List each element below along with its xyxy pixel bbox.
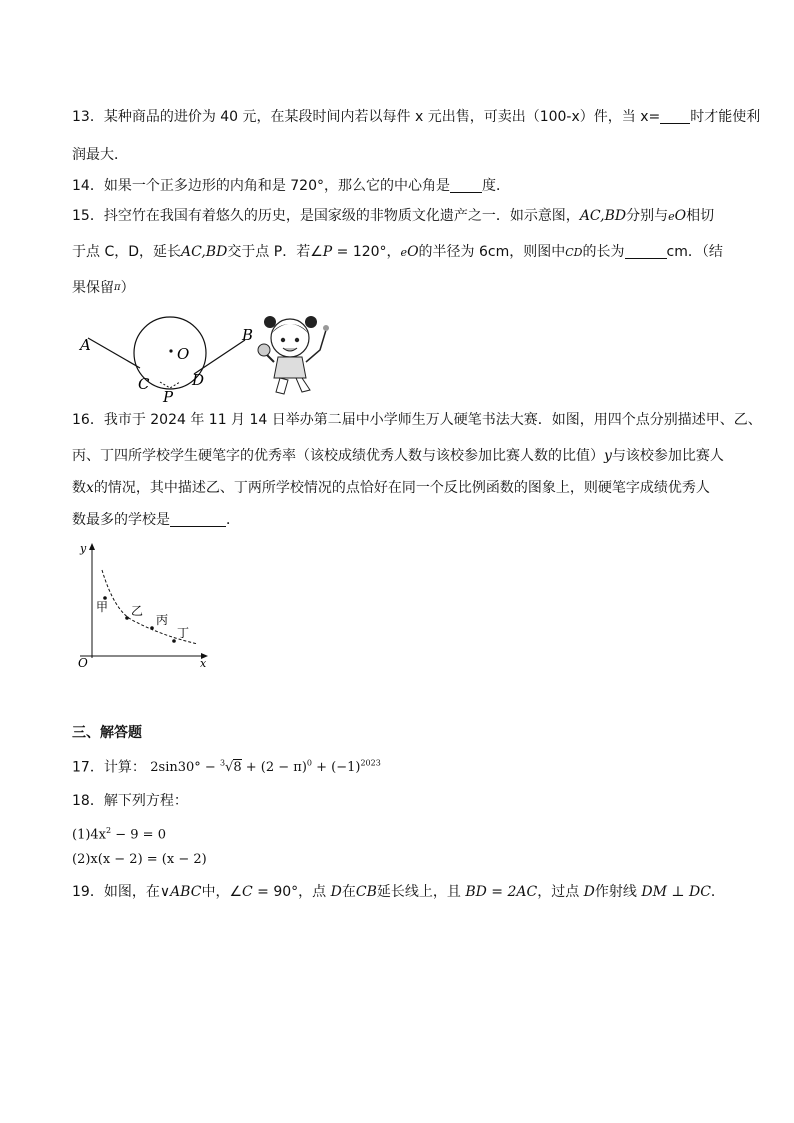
q15-var: AC,BD	[181, 244, 228, 260]
label-jia: 甲	[96, 600, 109, 614]
q15-text: cm．（结	[666, 244, 723, 260]
label-bing: 丙	[156, 613, 169, 627]
radical-sign: √	[225, 760, 234, 776]
q19-text: 延长线上，且	[376, 884, 466, 900]
q13-text-a: 13．某种商品的进价为 40 元，在某段时间内若以每件 x 元出售，可卖出（100-x）件，当 x=	[72, 109, 661, 125]
q17-prefix: 17．计算：	[72, 759, 146, 776]
point-bing	[150, 626, 154, 630]
q19-text: ，过点	[537, 884, 584, 900]
circle-symbol: e	[668, 210, 675, 223]
q13-line2: 润最大．	[72, 147, 128, 163]
label-yi: 乙	[131, 604, 144, 618]
q16-line3	[72, 479, 710, 497]
q15-diagram	[70, 310, 340, 405]
exponent: 2	[106, 826, 112, 835]
q16-var: x	[86, 480, 94, 496]
q18-eq1	[72, 822, 166, 844]
q19-var: C	[242, 884, 253, 900]
q13-answer-blank[interactable]	[660, 109, 690, 124]
q16-text: ．	[226, 512, 240, 528]
q16-answer-blank[interactable]	[170, 512, 226, 527]
q17-expression	[150, 760, 381, 775]
q16-text: 与该校参加比赛人	[611, 448, 724, 464]
tangent-line-ac	[88, 338, 140, 368]
q15-text: 的半径为 6cm，则图中	[418, 244, 566, 260]
q16-line4	[72, 511, 240, 529]
mascot-illustration	[258, 316, 329, 394]
q16-text: 丙、丁四所学校学生硬笔字的优秀率（该校成绩优秀人数与该校参加比赛人数的比值）	[72, 448, 604, 464]
label-o: O	[177, 345, 190, 363]
q19-text: 在	[341, 884, 356, 900]
q15-text: = 120°，	[332, 244, 401, 260]
q15-var: AC,BD	[579, 208, 627, 224]
q15-line3	[72, 279, 135, 297]
q15-line1	[72, 207, 714, 226]
q14-text-b: 度．	[482, 178, 510, 194]
q15-var: O	[674, 208, 687, 224]
expr-part: + (2 − π)	[241, 760, 307, 776]
q17-line	[72, 755, 381, 777]
q16-text: 数	[72, 480, 86, 496]
q16-var: y	[604, 448, 612, 464]
q16-text: 数最多的学校是	[72, 512, 170, 528]
y-axis-label: y	[80, 542, 87, 555]
q15-text: 分别与	[626, 208, 669, 224]
eq-part: (1)4x	[72, 827, 107, 843]
q19-var: CB	[355, 884, 377, 900]
q13-text-b: 时才能使利	[690, 109, 761, 125]
q19-text: 作射线	[594, 884, 642, 900]
q19-text: 19．如图，在	[72, 884, 160, 900]
section-heading: 三、解答题	[72, 725, 142, 741]
center-dot	[169, 349, 172, 352]
q15-text: 交于点 P．若∠	[227, 244, 323, 260]
q19-text: = 90°，点	[252, 884, 331, 900]
q14-line	[72, 177, 510, 195]
pi-symbol: π	[114, 282, 121, 293]
q13-line1	[72, 108, 760, 126]
x-axis-label: x	[200, 657, 207, 670]
q18-title: 18．解下列方程：	[72, 793, 188, 809]
q19-text: 中，∠	[201, 884, 243, 900]
q19-line	[72, 883, 725, 901]
q15-text: 果保留	[72, 280, 114, 296]
q15-text: ）	[120, 280, 135, 296]
expr-part: 2sin30° −	[150, 760, 220, 776]
root-body: 8	[233, 760, 242, 776]
arc-symbol: CD	[565, 246, 583, 259]
q15-text: 的长为	[582, 244, 625, 260]
q19-text: ．	[710, 884, 725, 900]
label-b: B	[242, 326, 254, 344]
q19-var: D	[330, 884, 342, 900]
expr-part: + (−1)	[312, 760, 361, 776]
root-index: 3	[219, 759, 226, 768]
q16-diagram	[72, 540, 212, 670]
q16-line2	[72, 447, 724, 465]
q16-line1: 16．我市于 2024 年 11 月 14 日举办第二届中小学师生万人硬笔书法大赛．如图，用四个点分别描述甲、乙、	[72, 412, 762, 428]
q19-var: BD = 2AC	[465, 884, 538, 900]
q15-var: O	[407, 244, 419, 260]
label-p: P	[163, 388, 174, 405]
q18-eq2: (2)x(x − 2) = (x − 2)	[72, 852, 207, 867]
circle-symbol: e	[400, 246, 408, 259]
y-axis-arrow	[89, 543, 95, 550]
q15-answer-blank[interactable]	[625, 244, 667, 259]
label-ding: 丁	[177, 626, 190, 640]
label-a: A	[80, 336, 91, 354]
q15-text: 15．抖空竹在我国有着悠久的历史，是国家级的非物质文化遗产之一．如示意图，	[72, 208, 580, 224]
exponent: 0	[306, 759, 312, 768]
q19-var: DM ⊥ DC	[641, 884, 711, 900]
label-d: D	[192, 371, 205, 389]
q15-var: P	[322, 244, 333, 260]
q19-var: ∨ABC	[159, 884, 202, 900]
q16-text: 的情况，其中描述乙、丁两所学校情况的点恰好在同一个反比例函数的图象上，则硬笔字成绩优秀人	[93, 480, 710, 496]
origin-label: O	[78, 656, 88, 670]
q15-text: 于点 C，D，延长	[72, 244, 182, 260]
q15-text: 相切	[686, 208, 715, 224]
q14-answer-blank[interactable]	[450, 178, 482, 193]
q19-var: D	[583, 884, 595, 900]
exponent: 2023	[360, 759, 381, 768]
q15-line2	[72, 243, 723, 262]
point-ding	[172, 639, 176, 643]
label-c: C	[138, 375, 150, 393]
point-yi	[125, 616, 129, 620]
q14-text-a: 14．如果一个正多边形的内角和是 720°，那么它的中心角是	[72, 178, 450, 194]
eq-part: − 9 = 0	[111, 827, 166, 843]
